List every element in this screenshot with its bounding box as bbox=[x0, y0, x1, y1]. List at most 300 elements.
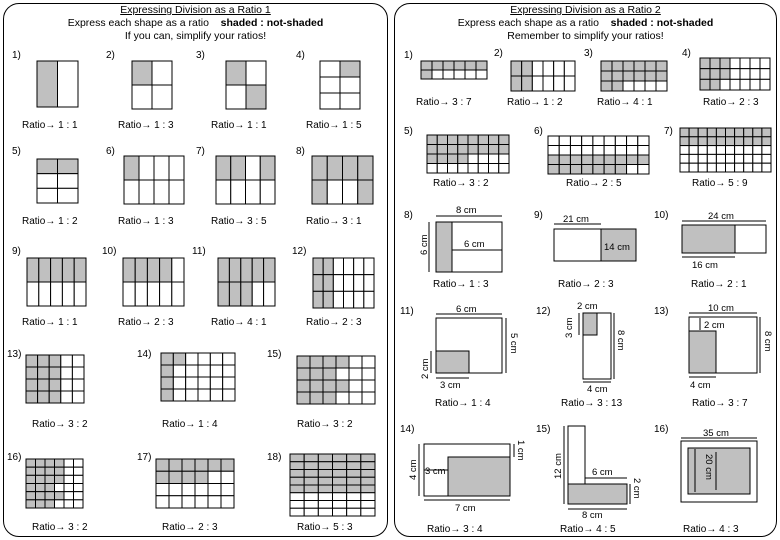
shaded-cell bbox=[604, 155, 615, 165]
unshaded-cell bbox=[716, 163, 725, 172]
unshaded-cell bbox=[354, 291, 364, 308]
shaded-cell bbox=[615, 155, 626, 165]
unshaded-cell bbox=[210, 377, 222, 389]
unshaded-cell bbox=[154, 180, 169, 204]
shaded-cell bbox=[313, 258, 323, 275]
shaded-cell bbox=[361, 477, 375, 485]
worksheet-1-instruction: Express each shape as a ratio shaded : not-shaded bbox=[67, 17, 324, 29]
unshaded-cell bbox=[604, 146, 615, 156]
unshaded-cell bbox=[340, 77, 360, 93]
worksheet-1-title: Expressing Division as a Ratio 1 bbox=[120, 4, 271, 16]
shaded-cell bbox=[710, 79, 720, 90]
unshaded-cell bbox=[680, 146, 689, 155]
unshaded-cell bbox=[730, 69, 740, 80]
shaded-cell bbox=[161, 377, 173, 389]
unshaded-cell bbox=[349, 380, 362, 392]
shaded-cell bbox=[478, 135, 488, 145]
unshaded-cell bbox=[730, 79, 740, 90]
s1-ratio-answer: Ratio→ 5 : 3 bbox=[297, 522, 353, 533]
shaded-cell bbox=[726, 128, 735, 137]
unshaded-cell bbox=[290, 508, 304, 516]
shaded-cell bbox=[726, 137, 735, 146]
shaded-cell bbox=[161, 365, 173, 377]
unshaded-cell bbox=[726, 154, 735, 163]
unshaded-cell bbox=[349, 356, 362, 368]
s1-ratio-answer: Ratio→ 3 : 2 bbox=[32, 522, 88, 533]
shaded-cell bbox=[38, 355, 50, 367]
s1-ratio-answer: Ratio→ 4 : 1 bbox=[211, 317, 267, 328]
shaded-cell bbox=[689, 137, 698, 146]
s2-ratio-answer: Ratio→ 5 : 9 bbox=[692, 178, 748, 189]
unshaded-cell bbox=[698, 163, 707, 172]
unshaded-cell bbox=[61, 355, 73, 367]
unshaded-cell bbox=[37, 188, 58, 203]
s2-p15-arm: 6 cm bbox=[592, 467, 613, 478]
unshaded-cell bbox=[208, 496, 221, 508]
unshaded-cell bbox=[64, 484, 74, 492]
unshaded-cell bbox=[347, 508, 361, 516]
unshaded-cell bbox=[554, 76, 565, 91]
unshaded-cell bbox=[154, 156, 169, 180]
shaded-cell bbox=[26, 475, 36, 483]
unshaded-cell bbox=[698, 146, 707, 155]
unshaded-cell bbox=[582, 146, 593, 156]
shaded-cell bbox=[645, 61, 656, 71]
unshaded-cell bbox=[333, 501, 347, 509]
unshaded-cell bbox=[744, 163, 753, 172]
shaded-cell bbox=[347, 454, 361, 462]
shaded-cell bbox=[710, 69, 720, 80]
s1-problem-number: 7) bbox=[196, 146, 205, 157]
shaded-cell bbox=[231, 156, 246, 180]
unshaded-cell bbox=[246, 156, 261, 180]
unshaded-cell bbox=[27, 282, 39, 306]
shaded-cell bbox=[707, 137, 716, 146]
shaded-cell bbox=[304, 454, 318, 462]
shaded-cell bbox=[333, 485, 347, 493]
shaded-cell bbox=[169, 471, 182, 483]
s2-ratio-answer: Ratio→ 4 : 3 bbox=[683, 524, 739, 535]
unshaded-cell bbox=[231, 180, 246, 204]
unshaded-cell bbox=[223, 353, 235, 365]
unshaded-cell bbox=[593, 146, 604, 156]
s2-p14-height: 4 cm bbox=[408, 459, 419, 480]
unshaded-cell bbox=[623, 81, 634, 91]
unshaded-cell bbox=[333, 291, 343, 308]
s1-problem-number: 2) bbox=[106, 50, 115, 61]
s1-ratio-answer: Ratio→ 2 : 3 bbox=[306, 317, 362, 328]
shaded-cell bbox=[478, 145, 488, 155]
s2-p15-height: 12 cm bbox=[553, 453, 564, 479]
unshaded-cell bbox=[173, 377, 185, 389]
unshaded-cell bbox=[169, 156, 184, 180]
shaded-cell bbox=[623, 71, 634, 81]
shaded-cell bbox=[358, 180, 373, 204]
unshaded-cell bbox=[720, 79, 730, 90]
shaded-cell bbox=[124, 156, 139, 180]
shaded-cell bbox=[36, 492, 46, 500]
shaded-cell bbox=[318, 477, 332, 485]
unshaded-cell bbox=[698, 154, 707, 163]
shaded-cell bbox=[323, 275, 333, 292]
shaded-cell bbox=[26, 355, 38, 367]
s2-p12-iw: 2 cm bbox=[577, 301, 598, 312]
unshaded-cell bbox=[760, 79, 770, 90]
unshaded-cell bbox=[753, 154, 762, 163]
shaded-cell bbox=[623, 61, 634, 71]
unshaded-cell bbox=[221, 484, 234, 496]
unshaded-cell bbox=[58, 61, 79, 107]
shaded-cell bbox=[182, 471, 195, 483]
s2-problem-number: 11) bbox=[400, 306, 414, 317]
unshaded-cell bbox=[344, 291, 354, 308]
unshaded-cell bbox=[333, 493, 347, 501]
shaded-cell bbox=[323, 356, 336, 368]
shaded-cell bbox=[489, 145, 499, 155]
unshaded-cell bbox=[172, 258, 184, 282]
shaded-grid-shapes bbox=[26, 58, 771, 516]
shaded-cell bbox=[51, 258, 63, 282]
shaded-cell bbox=[427, 145, 437, 155]
unshaded-cell bbox=[221, 496, 234, 508]
s1-problem-number: 9) bbox=[12, 246, 21, 257]
shaded-cell bbox=[318, 454, 332, 462]
shaded-cell bbox=[38, 367, 50, 379]
shaded-cell bbox=[698, 128, 707, 137]
shaded-cell bbox=[753, 137, 762, 146]
s1-ratio-answer: Ratio→ 2 : 3 bbox=[162, 522, 218, 533]
unshaded-cell bbox=[362, 368, 375, 380]
unshaded-cell bbox=[559, 136, 570, 146]
unshaded-cell bbox=[645, 81, 656, 91]
unshaded-cell bbox=[173, 389, 185, 401]
shaded-cell bbox=[156, 459, 169, 471]
shaded-cell bbox=[55, 467, 65, 475]
s2-p16-width: 35 cm bbox=[703, 428, 729, 439]
unshaded-cell bbox=[304, 501, 318, 509]
shaded-cell bbox=[310, 356, 323, 368]
shaded-cell bbox=[593, 165, 604, 175]
unshaded-cell bbox=[362, 392, 375, 404]
unshaded-cell bbox=[223, 389, 235, 401]
unshaded-cell bbox=[543, 76, 554, 91]
shaded-cell bbox=[522, 76, 533, 91]
unshaded-cell bbox=[208, 484, 221, 496]
s2-p8-height: 6 cm bbox=[419, 234, 430, 255]
s1-ratio-answer: Ratio→ 1 : 5 bbox=[306, 120, 362, 131]
unshaded-cell bbox=[58, 188, 79, 203]
unshaded-cell bbox=[304, 493, 318, 501]
shaded-cell bbox=[229, 282, 240, 306]
unshaded-cell bbox=[437, 164, 447, 174]
s2-ratio-answer: Ratio→ 4 : 5 bbox=[560, 524, 616, 535]
shaded-cell bbox=[290, 454, 304, 462]
unshaded-cell bbox=[152, 85, 172, 109]
shaded-cell bbox=[612, 61, 623, 71]
s2-p13-height: 8 cm bbox=[762, 331, 773, 352]
unshaded-cell bbox=[74, 282, 86, 306]
s2-ratio-answer: Ratio→ 2 : 1 bbox=[691, 279, 747, 290]
unshaded-cell bbox=[51, 282, 63, 306]
unshaded-cell bbox=[762, 146, 771, 155]
shaded-cell bbox=[340, 61, 360, 77]
unshaded-cell bbox=[750, 58, 760, 69]
shaded-cell bbox=[548, 155, 559, 165]
shaded-cell bbox=[710, 58, 720, 69]
s2-ratio-answer: Ratio→ 3 : 13 bbox=[561, 398, 623, 409]
shaded-cell bbox=[604, 165, 615, 175]
unshaded-cell bbox=[476, 70, 487, 79]
shaded-cell bbox=[634, 61, 645, 71]
shaded-cell bbox=[182, 459, 195, 471]
unshaded-cell bbox=[570, 146, 581, 156]
shaded-cell bbox=[169, 459, 182, 471]
s2-problem-number: 6) bbox=[534, 126, 543, 137]
unshaded-cell bbox=[468, 164, 478, 174]
unshaded-cell bbox=[753, 146, 762, 155]
unshaded-cell bbox=[707, 146, 716, 155]
unshaded-cell bbox=[762, 163, 771, 172]
unshaded-cell bbox=[468, 154, 478, 164]
unshaded-cell bbox=[656, 81, 667, 91]
shaded-cell bbox=[323, 392, 336, 404]
s2-ratio-answer: Ratio→ 1 : 2 bbox=[507, 97, 563, 108]
shaded-cell bbox=[147, 258, 159, 282]
unshaded-cell bbox=[186, 389, 198, 401]
shaded-cell bbox=[26, 391, 38, 403]
unshaded-cell bbox=[740, 58, 750, 69]
s2-ratio-answer: Ratio→ 1 : 3 bbox=[433, 279, 489, 290]
shaded-cell bbox=[465, 61, 476, 70]
s1-ratio-answer: Ratio→ 3 : 1 bbox=[306, 216, 362, 227]
unshaded-cell bbox=[559, 146, 570, 156]
s2-p15-width: 8 cm bbox=[582, 510, 603, 521]
shaded-cell bbox=[458, 145, 468, 155]
s1-problem-number: 4) bbox=[296, 50, 305, 61]
s2-problem-number: 5) bbox=[404, 126, 413, 137]
shaded-cell bbox=[297, 392, 310, 404]
shaded-cell bbox=[448, 145, 458, 155]
unshaded-cell bbox=[554, 61, 565, 76]
shaded-cell bbox=[304, 477, 318, 485]
shaded-cell bbox=[468, 135, 478, 145]
unshaded-cell bbox=[336, 368, 349, 380]
unshaded-cell bbox=[260, 180, 275, 204]
shaded-cell bbox=[312, 156, 327, 180]
unshaded-cell bbox=[64, 459, 74, 467]
unshaded-cell bbox=[680, 154, 689, 163]
shaded-cell bbox=[318, 485, 332, 493]
unshaded-cell bbox=[726, 146, 735, 155]
unshaded-cell bbox=[290, 501, 304, 509]
s2-p16-shape bbox=[681, 438, 757, 502]
shaded-cell bbox=[62, 258, 74, 282]
s2-problem-number: 14) bbox=[400, 424, 415, 435]
unshaded-cell bbox=[186, 377, 198, 389]
s2-p11-height: 5 cm bbox=[508, 333, 519, 354]
shaded-cell bbox=[45, 459, 55, 467]
shaded-cell bbox=[49, 355, 61, 367]
unshaded-cell bbox=[448, 164, 458, 174]
unshaded-cell bbox=[489, 164, 499, 174]
shaded-cell bbox=[680, 137, 689, 146]
unshaded-cell bbox=[64, 467, 74, 475]
unshaded-cell bbox=[548, 136, 559, 146]
unshaded-cell bbox=[361, 493, 375, 501]
shaded-cell bbox=[36, 459, 46, 467]
shaded-cell bbox=[241, 282, 252, 306]
s2-p13-iw: 4 cm bbox=[690, 380, 711, 391]
unshaded-cell bbox=[55, 484, 65, 492]
s2-p13-ih: 2 cm bbox=[704, 320, 725, 331]
s1-ratio-answer: Ratio→ 1 : 2 bbox=[22, 216, 78, 227]
unshaded-cell bbox=[216, 180, 231, 204]
shaded-cell bbox=[548, 165, 559, 175]
unshaded-cell bbox=[347, 501, 361, 509]
shaded-cell bbox=[458, 154, 468, 164]
unshaded-cell bbox=[210, 389, 222, 401]
unshaded-cell bbox=[74, 484, 84, 492]
shaded-cell bbox=[421, 70, 432, 79]
unshaded-cell bbox=[340, 93, 360, 109]
s2-ratio-answer: Ratio→ 3 : 7 bbox=[692, 398, 748, 409]
unshaded-cell bbox=[139, 156, 154, 180]
unshaded-cell bbox=[465, 70, 476, 79]
shaded-cell bbox=[421, 61, 432, 70]
s2-p8-width: 8 cm bbox=[456, 205, 477, 216]
unshaded-cell bbox=[252, 282, 263, 306]
shaded-cell bbox=[323, 258, 333, 275]
unshaded-cell bbox=[152, 61, 172, 85]
shaded-cell bbox=[499, 145, 509, 155]
unshaded-cell bbox=[61, 379, 73, 391]
unshaded-cell bbox=[454, 70, 465, 79]
unshaded-cell bbox=[427, 164, 437, 174]
unshaded-cell bbox=[750, 69, 760, 80]
s1-problem-number: 1) bbox=[12, 50, 21, 61]
unshaded-cell bbox=[478, 164, 488, 174]
s2-ratio-answer: Ratio→ 1 : 4 bbox=[435, 398, 491, 409]
shaded-cell bbox=[36, 484, 46, 492]
unshaded-cell bbox=[182, 496, 195, 508]
unshaded-cell bbox=[223, 377, 235, 389]
s1-ratio-answer: Ratio→ 1 : 3 bbox=[118, 216, 174, 227]
shaded-cell bbox=[313, 275, 323, 292]
unshaded-cell bbox=[627, 146, 638, 156]
shaded-cell bbox=[55, 492, 65, 500]
shaded-cell bbox=[707, 128, 716, 137]
shaded-cell bbox=[216, 156, 231, 180]
shaded-cell bbox=[700, 79, 710, 90]
unshaded-cell bbox=[362, 356, 375, 368]
shaded-cell bbox=[37, 159, 58, 174]
unshaded-cell bbox=[364, 275, 374, 292]
unshaded-cell bbox=[156, 496, 169, 508]
shaded-cell bbox=[559, 165, 570, 175]
shaded-cell bbox=[135, 258, 147, 282]
unshaded-cell bbox=[726, 163, 735, 172]
shaded-cell bbox=[499, 135, 509, 145]
s1-problem-number: 5) bbox=[12, 146, 21, 157]
shaded-cell bbox=[700, 69, 710, 80]
unshaded-cell bbox=[689, 163, 698, 172]
unshaded-cell bbox=[344, 275, 354, 292]
unshaded-cell bbox=[343, 180, 358, 204]
unshaded-cell bbox=[39, 282, 51, 306]
unshaded-cell bbox=[74, 475, 84, 483]
unshaded-cell bbox=[320, 61, 340, 77]
unshaded-cell bbox=[689, 146, 698, 155]
s1-problem-number: 14) bbox=[137, 349, 152, 360]
s2-p14-iw: 3 cm bbox=[425, 466, 446, 477]
shaded-cell bbox=[437, 135, 447, 145]
s2-ratio-answer: Ratio→ 2 : 3 bbox=[558, 279, 614, 290]
shaded-cell bbox=[593, 155, 604, 165]
s2-p16-height: 20 cm bbox=[703, 454, 714, 480]
shaded-cell bbox=[290, 470, 304, 478]
unshaded-cell bbox=[208, 471, 221, 483]
s2-problem-number: 2) bbox=[494, 48, 503, 59]
unshaded-cell bbox=[582, 136, 593, 146]
s2-p10-shape bbox=[682, 221, 766, 257]
unshaded-cell bbox=[638, 146, 649, 156]
shaded-cell bbox=[689, 128, 698, 137]
shaded-cell bbox=[26, 492, 36, 500]
shaded-cell bbox=[735, 128, 744, 137]
unshaded-cell bbox=[37, 174, 58, 189]
shaded-cell bbox=[680, 128, 689, 137]
s1-problem-number: 16) bbox=[7, 452, 22, 463]
shaded-cell bbox=[615, 165, 626, 175]
shaded-cell bbox=[333, 470, 347, 478]
unshaded-cell bbox=[333, 258, 343, 275]
shaded-cell bbox=[55, 459, 65, 467]
shaded-cell bbox=[36, 500, 46, 508]
unshaded-cell bbox=[570, 136, 581, 146]
shaded-cell bbox=[333, 454, 347, 462]
unshaded-cell bbox=[364, 291, 374, 308]
unshaded-cell bbox=[707, 163, 716, 172]
unshaded-cell bbox=[689, 154, 698, 163]
s1-problem-number: 10) bbox=[102, 246, 117, 257]
unshaded-cell bbox=[58, 174, 79, 189]
unshaded-cell bbox=[627, 165, 638, 175]
unshaded-cell bbox=[638, 136, 649, 146]
shaded-cell bbox=[323, 380, 336, 392]
unshaded-cell bbox=[564, 61, 575, 76]
unshaded-cell bbox=[458, 164, 468, 174]
s2-p9-inner: 14 cm bbox=[604, 242, 630, 253]
shaded-cell bbox=[26, 379, 38, 391]
unshaded-cell bbox=[318, 508, 332, 516]
s2-p10-inner: 16 cm bbox=[692, 260, 718, 271]
unshaded-cell bbox=[478, 154, 488, 164]
shaded-cell bbox=[627, 155, 638, 165]
shaded-cell bbox=[218, 282, 229, 306]
shaded-cell bbox=[612, 81, 623, 91]
shaded-cell bbox=[290, 462, 304, 470]
shaded-cell bbox=[437, 154, 447, 164]
unshaded-cell bbox=[74, 459, 84, 467]
shaded-cell bbox=[310, 392, 323, 404]
worksheet-2-title: Expressing Division as a Ratio 2 bbox=[510, 4, 661, 16]
unshaded-cell bbox=[432, 70, 443, 79]
shaded-cell bbox=[160, 258, 172, 282]
shaded-cell bbox=[226, 61, 246, 85]
shaded-cell bbox=[716, 128, 725, 137]
shaded-cell bbox=[38, 379, 50, 391]
unshaded-cell bbox=[195, 496, 208, 508]
